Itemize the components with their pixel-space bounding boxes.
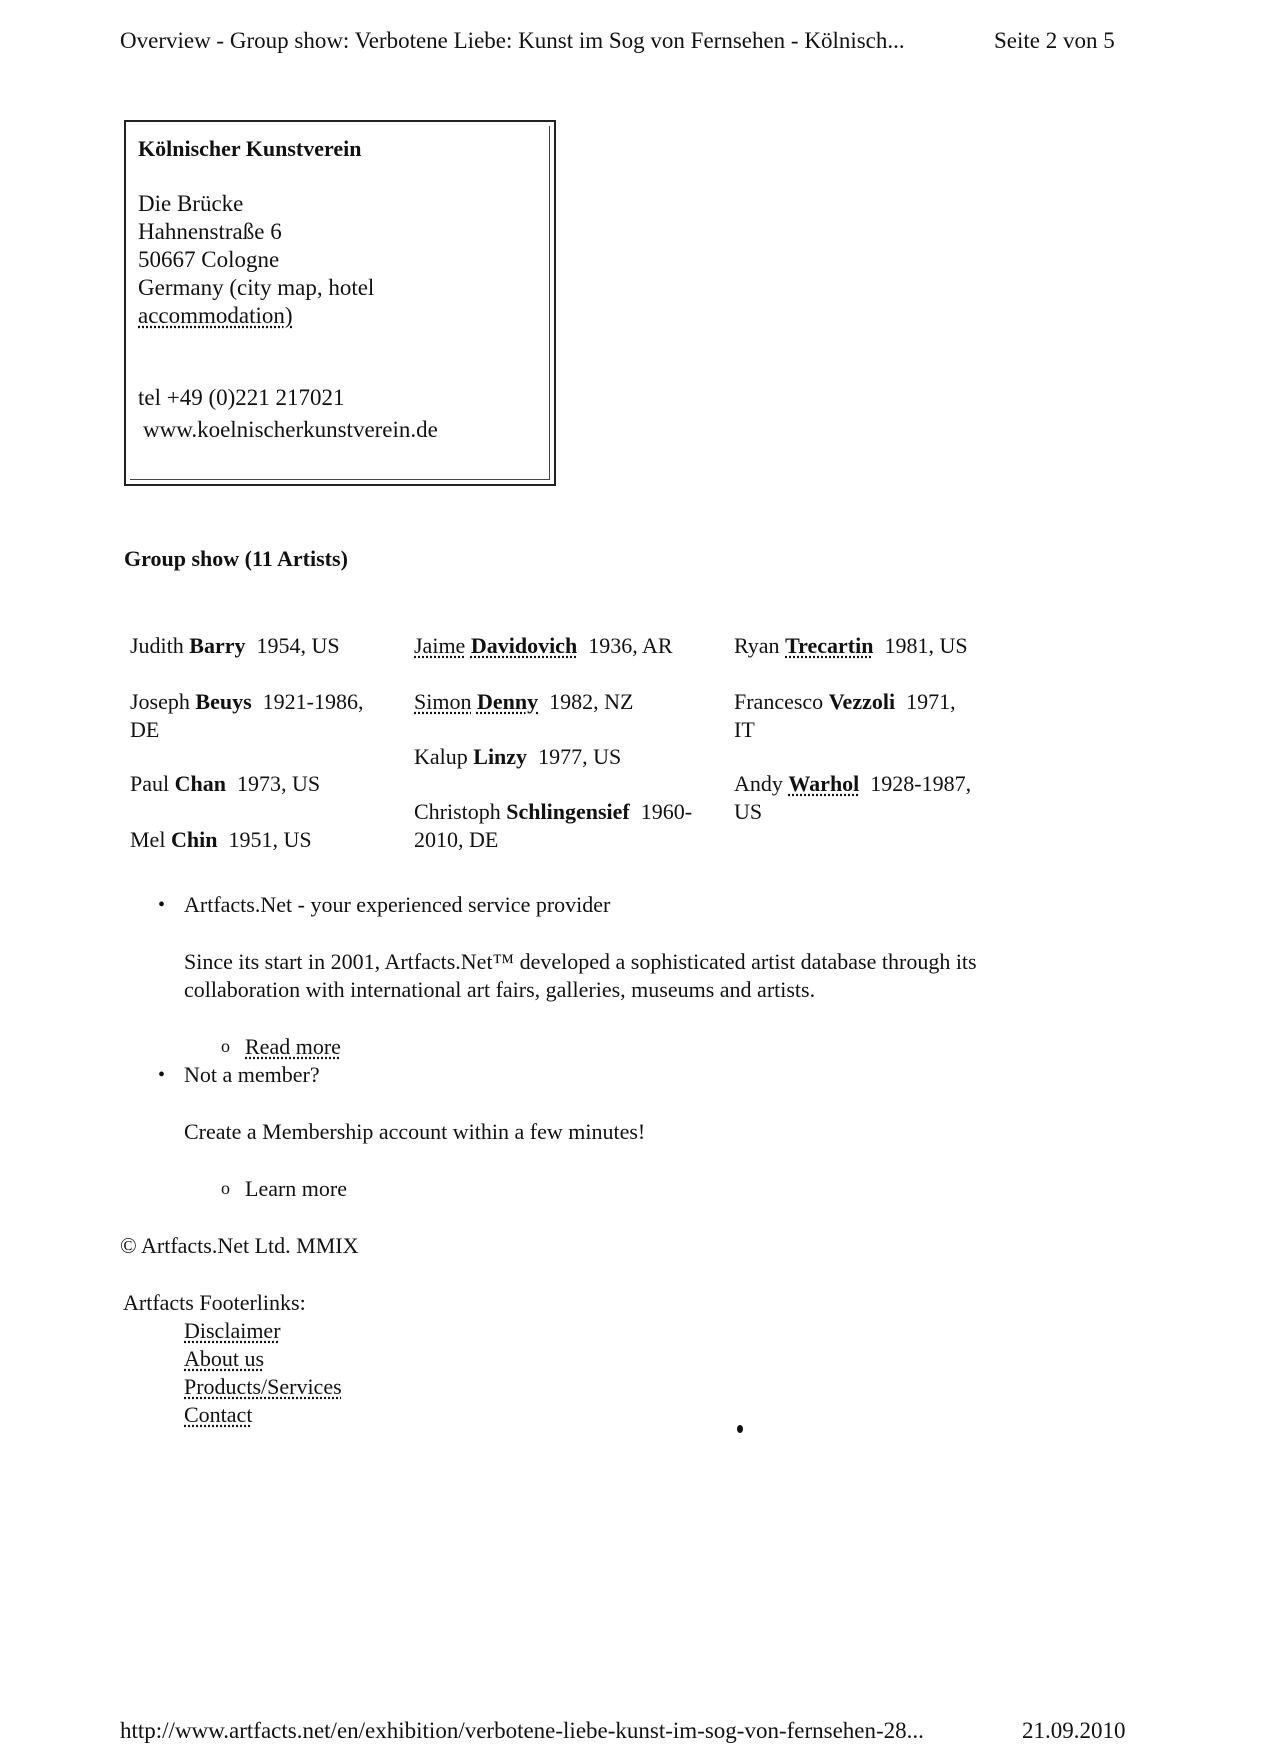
- artist-last-name: Warhol: [788, 771, 860, 796]
- artist-vezzoli[interactable]: [734, 688, 956, 744]
- artist-first-name: Ryan: [734, 633, 780, 658]
- venue-website: www.koelnischerkunstverein.de: [143, 417, 438, 442]
- artist-last-name: Linzy: [473, 744, 528, 769]
- artist-info-cont: DE: [130, 717, 160, 742]
- artist-info: 1981, US: [884, 633, 968, 658]
- artist-trecartin[interactable]: [734, 632, 968, 660]
- artist-info: 1921-1986,: [262, 689, 364, 714]
- artist-info: 1977, US: [538, 744, 622, 769]
- artist-denny[interactable]: [414, 688, 633, 716]
- group-show-title: Group show (11 Artists): [124, 546, 348, 571]
- venue-address-line4: Germany (city map, hotel: [138, 275, 375, 300]
- scan-speck: [737, 1425, 743, 1433]
- artist-last-name: Chan: [174, 771, 226, 796]
- artist-first-name: Andy: [734, 771, 783, 796]
- artist-info: 1928-1987,: [870, 771, 972, 796]
- artist-info-cont: 2010, DE: [414, 827, 499, 852]
- artist-first-name: Francesco: [734, 689, 824, 714]
- venue-address-line2: Hahnenstraße 6: [138, 219, 282, 244]
- artist-barry[interactable]: [130, 632, 340, 660]
- footer-links-heading: Artfacts Footerlinks:: [123, 1290, 306, 1315]
- promo-member-title: Not a member?: [184, 1062, 320, 1087]
- venue-tel: tel +49 (0)221 217021: [138, 385, 345, 410]
- artist-last-name: Beuys: [195, 689, 252, 714]
- artist-schlingensief[interactable]: [414, 798, 692, 854]
- print-header-page: Seite 2 von 5: [994, 28, 1115, 53]
- promo-service-text-line2: collaboration with international art fairs, galleries, museums and artists.: [184, 977, 816, 1002]
- artist-last-name: Chin: [170, 827, 218, 852]
- artist-last-name: Barry: [189, 633, 246, 658]
- artist-chin[interactable]: [130, 826, 312, 854]
- read-more-link[interactable]: Read more: [245, 1034, 341, 1059]
- bullet-icon: •: [158, 1064, 166, 1086]
- artist-warhol[interactable]: [734, 770, 971, 826]
- artist-last-name: Denny: [476, 689, 539, 714]
- artist-first-name: Mel: [130, 827, 166, 852]
- artist-info-cont: IT: [734, 717, 755, 742]
- artist-info: 1951, US: [228, 827, 312, 852]
- artist-info: 1982, NZ: [549, 689, 634, 714]
- artist-info: 1954, US: [256, 633, 340, 658]
- print-footer-date: 21.09.2010: [1022, 1718, 1126, 1743]
- artist-first-name: Simon: [414, 689, 472, 714]
- artist-last-name: Vezzoli: [828, 689, 896, 714]
- artist-last-name: Davidovich: [470, 633, 578, 658]
- artist-last-name: Trecartin: [785, 633, 874, 658]
- artist-info: 1960-: [640, 799, 693, 824]
- artist-info: 1973, US: [236, 771, 321, 796]
- artist-first-name: Kalup: [414, 744, 468, 769]
- artist-info: 1936, AR: [588, 633, 673, 658]
- footer-link-contact[interactable]: Contact: [184, 1402, 253, 1427]
- promo-service-title: Artfacts.Net - your experienced service provider: [184, 892, 611, 917]
- footer-link-about-us[interactable]: About us: [184, 1346, 265, 1371]
- artist-first-name: Paul: [130, 771, 170, 796]
- artist-first-name: Judith: [130, 633, 184, 658]
- venue-address-line1: Die Brücke: [138, 191, 244, 216]
- print-footer-url: http://www.artfacts.net/en/exhibition/verbotene-liebe-kunst-im-sog-von-fernsehen-28...: [120, 1718, 924, 1743]
- artist-last-name: Schlingensief: [506, 799, 630, 824]
- sub-bullet-icon: o: [221, 1178, 230, 1198]
- artist-chan[interactable]: [130, 770, 320, 798]
- artist-info-cont: US: [734, 799, 763, 824]
- artist-info: 1971,: [906, 689, 956, 714]
- promo-service-text-line1: Since its start in 2001, Artfacts.Net™ developed a sophisticated artist database through its: [184, 949, 977, 974]
- artist-davidovich[interactable]: [414, 632, 673, 660]
- print-header-title: Overview - Group show: Verbotene Liebe: Kunst im Sog von Fernsehen - Kölnisch...: [120, 28, 905, 53]
- venue-name: Kölnischer Kunstverein: [138, 136, 362, 161]
- footer-link-disclaimer[interactable]: Disclaimer: [184, 1318, 281, 1343]
- artist-beuys[interactable]: [130, 688, 363, 744]
- venue-accommodation-link[interactable]: accommodation): [138, 303, 293, 328]
- sub-bullet-icon: o: [221, 1036, 230, 1056]
- promo-member-text: Create a Membership account within a few minutes!: [184, 1119, 646, 1144]
- artist-first-name: Christoph: [414, 799, 501, 824]
- artist-linzy[interactable]: [414, 743, 621, 771]
- venue-address-line3: 50667 Cologne: [138, 247, 280, 272]
- artist-first-name: Jaime: [414, 633, 466, 658]
- learn-more-link[interactable]: Learn more: [245, 1176, 347, 1201]
- artist-first-name: Joseph: [130, 689, 190, 714]
- copyright: © Artfacts.Net Ltd. MMIX: [120, 1233, 359, 1258]
- bullet-icon: •: [158, 894, 166, 916]
- footer-link-products-services[interactable]: Products/Services: [184, 1374, 342, 1399]
